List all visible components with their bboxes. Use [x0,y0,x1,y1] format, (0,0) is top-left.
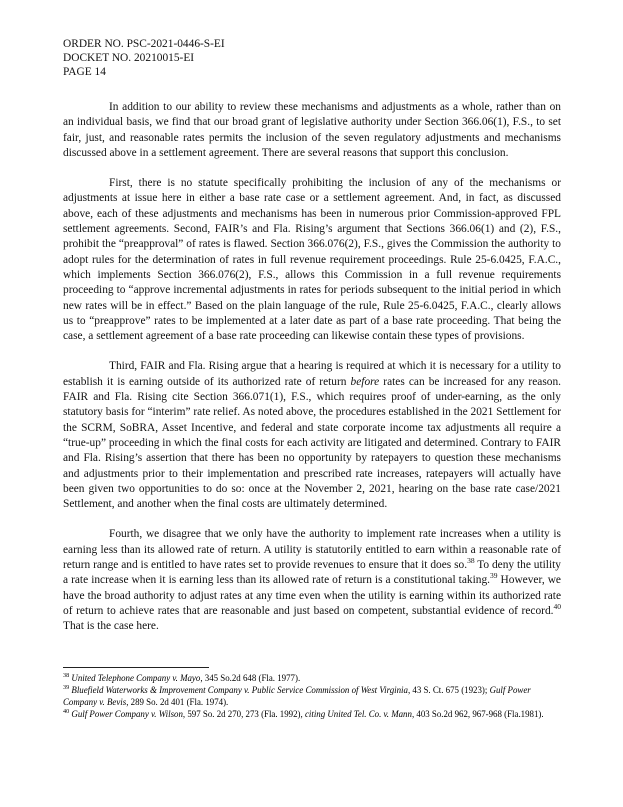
case-name: Gulf Power Company v. Bevis [63,685,531,707]
paragraph-ability-to-review: In addition to our ability to review these mechanisms and adjustments as a whole, rather than on an individual basis, we find that our broad grant of legislative authority under Section 366.06(1), F.S., to set fair, just, and reasonable rates permits the inclusion of the seven regulatory adjustments and mechanisms discussed above in a settlement agreement. There are several reasons that support this conclusion. [63,101,561,159]
case-name: Bluefield Waterworks & Improvement Company v. Public Service Commission of West Virginia [71,685,408,696]
footnote-reference[interactable]: 38 [467,556,475,566]
paragraph-fourth-reason [63,527,561,634]
paragraph-text: To deny the utility a rate increase when it is earning less than its allowed rate of return is a constitutional taking. [63,559,561,587]
citation: , 289 So. 2d 401 (Fla. 1974). [126,696,229,707]
footnote-number: 40 [63,708,70,716]
order-number: ORDER NO. PSC-2021-0446-S-EI [63,38,225,50]
paragraph-text: That is the case here. [63,620,159,633]
emphasis-text: before [350,375,380,388]
paragraph-text: rates can be increased for any reason. FAIR and Fla. Rising cite Section 366.071(1), F.S., which requires proof of under-earning, as the only statutory basis for “interim” rate relief. As noted above, the procedures established in the 2021 Settlement for the SCRM, SoBRA, Asset Incentive, and federal and state corporate income tax adjustments all require a “true-up” proceeding in which the final costs for each activity are litigated and determined. Contrary to FAIR and Fla. Rising’s assertion that there has been no opportunity by ratepayers to question these mechanisms and adjustments prior to their implementation and prescribed rate increases, ratepayers will actually have been given two opportunities to do so: once at the November 2, 2021, hearing on the base rate case/2021 Settlement, and another when the final costs are ultimately determined. [63,375,561,511]
case-name: Gulf Power Company v. Wilson [71,709,183,720]
footnotes-section [63,667,561,722]
case-name: United Telephone Company v. Mayo [71,673,201,683]
citation: , 345 So.2d 648 (Fla. 1977). [200,673,301,683]
case-name: citing United Tel. Co. v. Mann [304,709,412,720]
paragraph-text: However, we have the broad authority to adjust rates at any time even when the utility is earning within its authorized rate of return to achieve rates that are reasonable and just based on competent, substantial evidence of record. [63,574,561,617]
citation: , 43 S. Ct. 675 (1923); [407,685,490,696]
footnote-40 [63,709,561,720]
page-number: PAGE 14 [63,66,106,78]
footnote-number: 38 [63,672,70,680]
footnote-reference[interactable]: 39 [490,571,498,581]
footnote-divider [63,667,209,668]
paragraph-text: Third, FAIR and Fla. Rising argue that a hearing is required at which it is necessary for a utility to establish it is earning outside of its authorized rate of return [63,360,561,388]
paragraph-text: Fourth, we disagree that we only have the authority to implement rate increases when a utility is earning less than its allowed rate of return. A utility is statutorily entitled to earn within a reasonable rate of return range and is entitled to have rates set to provide revenues to ensure that it does so. [63,528,561,572]
paragraph-first-second-reasons: First, there is no statute specifically prohibiting the inclusion of any of the mechanisms or adjustments at issue here in either a base rate case or a settlement agreement. And, in fact, as discussed above, each of these adjustments and mechanisms has been in numerous prior Commission-approved FPL settlement agreements. Second, FAIR’s and Fla. Rising’s argument that Sections 366.06(1) and (2), F.S., prohibit the “preapproval” of rates is flawed. Section 366.076(2), F.S., gives the Commission the authority to adopt rules for the determination of rates in full revenue requirement proceedings. Rule 25-6.0425, F.A.C., which implements Section 366.076(2), F.S., allows this Commission in a full revenue requirements proceeding to “approve incremental adjustments in rates for periods subsequent to the initial period in which new rates will be in effect.” Based on the plain language of the rule, Rule 25-6.0425, F.A.C., clearly allows us to “preapprove” rates to be implemented at a later date as part of a base rate proceeding. That being the case, a settlement agreement of a base rate proceeding can likewise contain these types of provisions. [63,177,561,343]
paragraph-third-reason [63,359,561,512]
footnote-number: 39 [63,684,70,692]
footnote-reference[interactable]: 40 [553,602,561,612]
docket-number: DOCKET NO. 20210015-EI [63,52,195,64]
footnote-39 [63,685,561,708]
footnote-38 [63,673,561,684]
citation: , 403 So.2d 962, 967-968 (Fla.1981). [411,709,544,720]
document-header [63,37,561,79]
citation: , 597 So. 2d 270, 273 (Fla. 1992), [182,709,305,720]
